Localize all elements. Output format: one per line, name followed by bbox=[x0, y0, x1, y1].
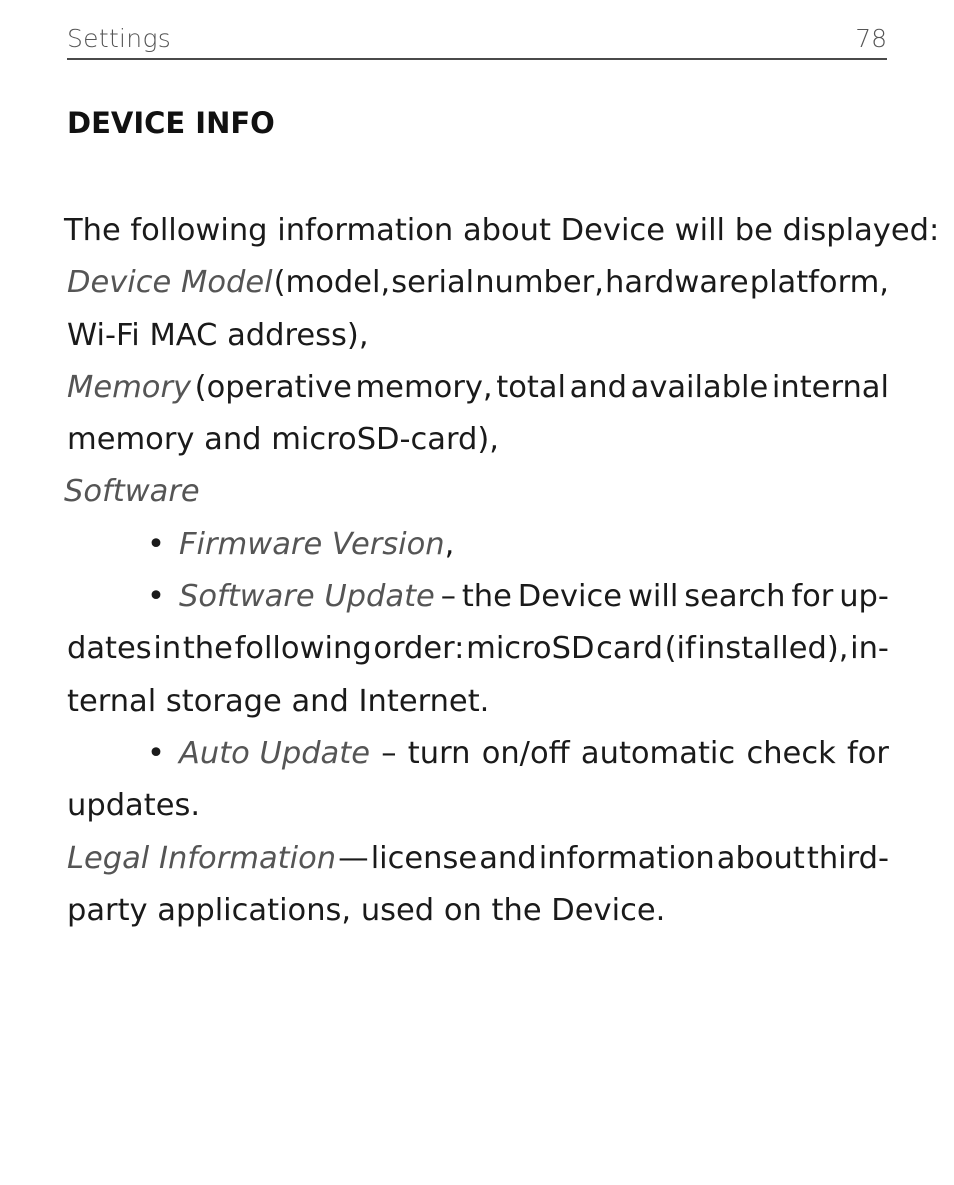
firmware-bullet bbox=[67, 519, 889, 571]
word: check bbox=[746, 735, 836, 771]
word: total bbox=[496, 369, 566, 405]
word: Device bbox=[517, 579, 623, 615]
device-model-line-1 bbox=[67, 257, 889, 309]
word: installed), bbox=[697, 631, 849, 667]
bullet-icon: • bbox=[147, 579, 165, 615]
word: and bbox=[479, 840, 537, 876]
word: turn bbox=[407, 735, 471, 771]
word: license bbox=[370, 840, 478, 876]
device-model-term: Device Model bbox=[67, 265, 273, 301]
word: the bbox=[461, 579, 512, 615]
word: hardware bbox=[604, 265, 749, 301]
memory-line-2: memory and microSD-card), bbox=[67, 422, 499, 458]
word: microSD bbox=[466, 631, 595, 667]
word: for bbox=[791, 579, 834, 615]
memory-term: Memory bbox=[67, 369, 192, 405]
intro-paragraph: The following information about Device will be displayed: bbox=[64, 213, 940, 248]
firmware-suffix: , bbox=[444, 526, 455, 562]
word: information bbox=[538, 840, 715, 876]
word: – bbox=[381, 735, 397, 771]
word: (operative bbox=[194, 369, 352, 405]
device-model-line-2: Wi-Fi MAC address), bbox=[67, 317, 369, 353]
auto-update-line-2: updates. bbox=[67, 788, 201, 824]
firmware-version-term: Firmware Version bbox=[179, 526, 445, 562]
word: third- bbox=[806, 840, 889, 876]
word: number, bbox=[475, 265, 604, 301]
software-update-lead bbox=[147, 571, 435, 623]
legal-line-1 bbox=[67, 833, 889, 885]
word: in- bbox=[850, 631, 889, 667]
word: memory, bbox=[355, 369, 493, 405]
word: in bbox=[153, 631, 182, 667]
word: and bbox=[569, 369, 627, 405]
word: – bbox=[440, 579, 456, 615]
word: available bbox=[630, 369, 769, 405]
word: for bbox=[847, 735, 889, 771]
word: serial bbox=[391, 265, 475, 301]
word: will bbox=[627, 579, 679, 615]
word: (if bbox=[664, 631, 696, 667]
word: platform, bbox=[749, 265, 889, 301]
running-header bbox=[67, 24, 887, 60]
software-update-line-1 bbox=[67, 571, 889, 623]
software-update-line-2 bbox=[67, 623, 889, 675]
bullet-icon: • bbox=[147, 526, 165, 562]
auto-update-term: Auto Update bbox=[179, 735, 370, 771]
body-text bbox=[64, 205, 940, 937]
software-update-line-3: ternal storage and Internet. bbox=[67, 683, 490, 719]
word: on/off bbox=[481, 735, 570, 771]
word: search bbox=[684, 579, 786, 615]
memory-line-1 bbox=[67, 362, 889, 414]
word: about bbox=[716, 840, 805, 876]
word: dates bbox=[67, 631, 152, 667]
software-term: Software bbox=[64, 474, 200, 510]
word: automatic bbox=[580, 735, 736, 771]
word: (model, bbox=[273, 265, 391, 301]
software-update-term: Software Update bbox=[179, 579, 435, 615]
legal-line-2: party applications, used on the Device. bbox=[67, 892, 666, 928]
bullet-icon: • bbox=[147, 735, 165, 771]
word: — bbox=[338, 840, 369, 876]
auto-update-line-1 bbox=[67, 728, 889, 780]
header-section-title: Settings bbox=[67, 24, 172, 53]
section-heading: DEVICE INFO bbox=[67, 106, 275, 140]
word: up- bbox=[839, 579, 889, 615]
word: card bbox=[596, 631, 663, 667]
word: order: bbox=[373, 631, 465, 667]
word: internal bbox=[771, 369, 889, 405]
word: the bbox=[182, 631, 233, 667]
legal-information-term: Legal Information bbox=[67, 840, 337, 876]
auto-update-lead bbox=[147, 728, 370, 780]
word: following bbox=[234, 631, 372, 667]
page-number: 78 bbox=[855, 24, 887, 53]
